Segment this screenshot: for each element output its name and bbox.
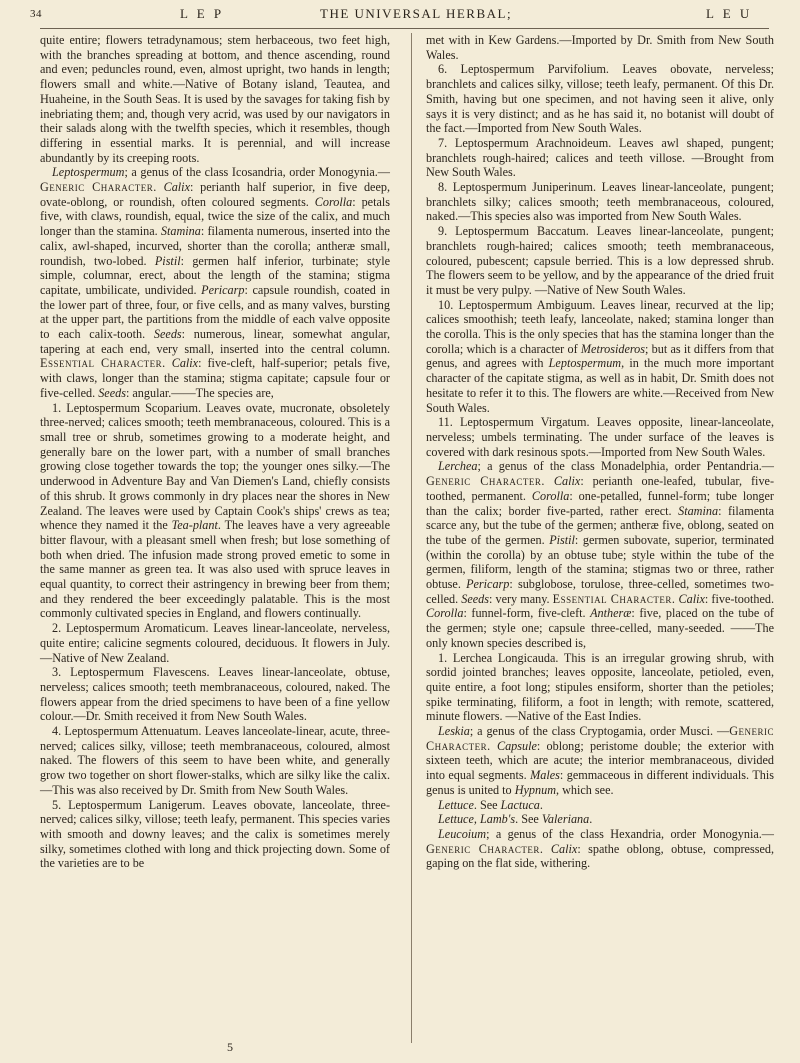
- italic-term: Seeds: [153, 327, 182, 342]
- paragraph: [40, 798, 390, 872]
- small-caps-heading: Generic Character.: [40, 180, 157, 195]
- italic-term: Tea-plant: [171, 518, 218, 533]
- text-run: 4. Leptospermum Attenuatum. Leaves lanceolate-linear, acute, three-nerved; calices silky, villose; teeth membranaceous, coloured, almost naked. The flowers of this seem to have been white, and generally grow two together on short flower-stalks, which are silky like the calix.—This was also received by Dr. Smith from New South Wales.: [40, 724, 390, 797]
- small-caps-heading: Essential Character.: [40, 356, 166, 371]
- paragraph: [426, 33, 774, 62]
- right-column: [426, 33, 774, 871]
- text-run: 6. Leptospermum Parvifolium. Leaves obovate, nerveless; branchlets and calices silky, villose; teeth leafy, permanent. Of this Dr. Smith, having but one specimen, and not having seen it alive, only says it is very distinct; and as he has said it, no botanist will doubt of the fact.—Imported from New South Wales.: [426, 62, 774, 136]
- italic-term: Antheræ: [590, 606, 632, 621]
- paragraph: [40, 401, 390, 622]
- text-run: .: [539, 797, 543, 812]
- italic-term: Leskia: [438, 724, 470, 739]
- italic-term: Corolla: [426, 606, 464, 621]
- italic-term: Seeds: [98, 385, 126, 400]
- text-run: , which see.: [556, 782, 614, 797]
- italic-term: Corolla: [531, 488, 570, 503]
- paragraph: [426, 827, 774, 871]
- text-run: : angular.——The species are,: [125, 385, 274, 400]
- paragraph: [426, 180, 774, 224]
- paragraph: [40, 621, 390, 665]
- right-running-head: L E U: [706, 6, 753, 21]
- paragraph: [426, 651, 774, 725]
- text-run: : five-toothed.: [704, 591, 775, 606]
- text-run: , in the much more important character of the capitate stigma, as well as in habit, Dr. Smith does not hesitate to refer it to this. The flowers are white.—Received from New South Wales.: [426, 356, 775, 415]
- italic-term: Leptospermum: [548, 356, 622, 371]
- paragraph: [426, 798, 774, 813]
- italic-term: Stamina: [678, 503, 719, 518]
- signature-mark: 5: [227, 1040, 233, 1054]
- text-run: : capsule roundish, coated in the lower part of three, four, or five cells, and as many valves, bursting at the upper part, the partitions from the middle of each valve opposite to each calix-tooth.: [40, 282, 390, 342]
- italic-term: Hypnum: [514, 782, 556, 797]
- italic-term: Calix: [163, 180, 190, 195]
- italic-term: Valeriana: [541, 812, 590, 827]
- text-run: ; but as it differs from that genus, and agrees with: [426, 341, 774, 371]
- text-run: [543, 842, 550, 856]
- italic-term: Leptospermum: [52, 165, 125, 180]
- text-run: ; a genus of the class Icosandria, order Monogynia.—: [124, 165, 390, 180]
- text-run: . See: [473, 797, 501, 812]
- left-running-head: L E P: [180, 6, 225, 21]
- paragraph: [426, 136, 774, 180]
- paragraph: [426, 298, 774, 416]
- italic-term: Lactuca: [500, 797, 540, 812]
- italic-term: Calix: [678, 591, 705, 606]
- paragraph: [40, 165, 390, 400]
- text-run: . See: [515, 812, 542, 827]
- text-run: : subglobose, torulose, three-celled, sometimes two-celled.: [426, 577, 774, 606]
- column-divider: [411, 33, 412, 1043]
- text-run: 10. Leptospermum Ambiguum. Leaves linear, recurved at the lip; calices smoothish; teeth leafy, lanceolate, naked; stamina longer than the corolla. This is the only species that has the stamina longer than the corolla; which is a character of: [426, 297, 774, 356]
- italic-term: Pericarp: [201, 282, 245, 297]
- text-run: [545, 474, 554, 488]
- italic-term: Calix: [550, 841, 578, 856]
- italic-term: Seeds: [461, 591, 489, 606]
- text-run: 9. Leptospermum Baccatum. Leaves linear-lanceolate, pungent; branchlets rough-haired; calices smooth; teeth membranaceous, coloured, pubescent; capsule berried. This is a low depressed shrub. The flowers seem to be yellow, and by the appearance of the dried fruit it must be very pulpy. —Native of New South Wales.: [426, 224, 774, 297]
- italic-term: Lettuce, Lamb's: [438, 812, 516, 827]
- italic-term: Pistil: [154, 253, 181, 268]
- text-run: 1. Leptospermum Scoparium. Leaves ovate, mucronate, obsoletely three-nerved; calices smooth; teeth membranaceous, coloured. This is a small tree or shrub, sometimes growing to a moderate height, and generally bare on the lower part, with a number of small branches growing close together towards the top; the younger ones silky.—The underwood in Adventure Bay and Van Diemen's Land, chiefly consists of this shrub. It grows commonly in dry places near the shores in New Zealand. The leaves were used by Captain Cook's ships' crews as tea; whence they named it the: [40, 400, 390, 533]
- header-rule: [40, 28, 769, 29]
- text-run: : germen half inferior, turbinate; style simple, columnar, erect, about the length of the stamina; stigma capitate, umbilicate, undivided.: [40, 253, 391, 297]
- text-run: 11. Leptospermum Virgatum. Leaves opposite, linear-lanceolate, nerveless; umbels terminating. The under surface of the leaves is covered with dark resinous spots.—Imported from New South Wales.: [426, 415, 774, 459]
- left-column: [40, 33, 390, 871]
- text-run: [157, 180, 164, 194]
- text-run: : five, placed on the tube of the germen; style one; capsule three-celled, many-seeded. ——The only known species described is,: [426, 606, 774, 650]
- paragraph: [40, 33, 390, 165]
- paragraph: [426, 459, 774, 650]
- italic-term: Pericarp: [466, 577, 510, 592]
- text-run: : one-petalled, funnel-form; tube longer than the calix; border five-parted, rather erect.: [426, 488, 774, 518]
- text-run: : five-cleft, half-superior; petals five, with claws, longer than the stamina; stigma capitate; capsule four or five-celled.: [40, 356, 391, 400]
- text-run: quite entire; flowers tetradynamous; stem herbaceous, two feet high, with the branches spreading at bottom, and thence ascending, round and even; peduncles round, even, almost upright, two hands in length; flowers small and white.—Native of Botany island, Teautea, and Huaheine, in the South Seas. It is used by the savages for taking fish by inebriating them; and, though very acrid, was used by our navigators in their salads along with the twelfth species, which it resembles, though differing in essential marks. It is perennial, and will increase abundantly by its creeping roots.: [40, 33, 390, 165]
- text-run: met with in Kew Gardens.—Imported by Dr. Smith from New South Wales.: [426, 33, 774, 62]
- text-run: : petals five, with claws, roundish, equal, twice the size of the calix, and much longer than the stamina.: [40, 194, 390, 239]
- italic-term: Calix: [171, 356, 199, 371]
- italic-term: Calix: [553, 474, 581, 489]
- italic-term: Capsule: [496, 738, 537, 753]
- italic-term: Lettuce: [438, 797, 474, 812]
- text-run: : perianth one-leafed, tubular, five-toothed, permanent.: [426, 474, 775, 503]
- text-run: 7. Leptospermum Arachnoideum. Leaves awl shaped, pungent; branchlets rough-haired; calices and teeth villose. —Brought from New South Wales.: [426, 135, 774, 180]
- italic-term: Lerchea: [438, 459, 478, 474]
- text-run: : germen subovate, superior, terminated (within the corolla) by an obtuse tube; style within the tube of the germen, filiform, length of the stamina; stigmas two or three, rather obtuse.: [426, 532, 774, 592]
- text-run: ; a genus of the class Hexandria, order Monogynia.—: [486, 826, 774, 841]
- italic-term: Leucoium: [438, 826, 487, 841]
- text-run: : funnel-form, five-cleft.: [463, 606, 591, 621]
- italic-term: Stamina: [160, 224, 201, 239]
- paragraph: [426, 415, 774, 459]
- small-caps-heading: Generic Character.: [426, 724, 774, 753]
- text-run: 1. Lerchea Longicauda. This is an irregular growing shrub, with sordid jointed branches; leaves opposite, lanceolate, petioled, even, quite entire, a foot long; stipules ensiform, shorter than the petioles; spike terminating, filiform, a foot in length; with remote, scattered, minute flowers. —Native of the East Indies.: [426, 650, 774, 724]
- text-run: : numerous, linear, somewhat angular, tapering at each end, very small, inserted into the central column.: [40, 327, 390, 356]
- small-caps-heading: Generic Character.: [426, 841, 544, 856]
- running-header: [30, 2, 768, 26]
- text-run: 3. Leptospermum Flavescens. Leaves linear-lanceolate, obtuse, nerveless; calices smooth; teeth membranaceous, coloured, naked. The flowers appear from the dried specimens to have been of a fine yellow colour.—Dr. Smith received it from New South Wales.: [40, 665, 390, 724]
- paragraph: [426, 224, 774, 298]
- paragraph: [426, 724, 774, 798]
- text-run: : perianth half superior, in five deep, ovate-oblong, or roundish, often coloured segments.: [40, 180, 390, 209]
- text-run: ; a genus of the class Cryptogamia, order Musci. —: [469, 724, 730, 739]
- italic-term: Metrosideros: [580, 341, 645, 356]
- text-run: . The leaves have a very agreeable bitter flavour, with a pleasant smell when fresh; but lose something of both when dried. The infusion made strong proved emetic to some in the same manner as green tea. It was also used with spruce leaves in equal quantity, to correct their astringency in brewing beer from them; and they rendered the beer exceedingly palatable. This is the most commonly cultivated species in England, and flowers continually.: [40, 518, 390, 621]
- text-run: 5. Leptospermum Lanigerum. Leaves obovate, lanceolate, three-nerved; calices silky, villose; teeth leafy, permanent. This species varies with smooth and downy leaves; and the calix is sometimes merely silky, sometimes clothed with long and thick projecting down. Some of the varieties are to be: [40, 797, 390, 871]
- paragraph: [426, 812, 774, 827]
- italic-term: Corolla: [314, 194, 353, 209]
- italic-term: Pistil: [549, 532, 575, 547]
- text-run: 2. Leptospermum Aromaticum. Leaves linear-lanceolate, nerveless, quite entire; calicine segments coloured, deciduous. It flowers in July.—Native of New Zealand.: [40, 621, 390, 665]
- text-run: : filamenta numerous, inserted into the calix, awl-shaped, incurved, shorter than the corolla; antheræ small, roundish, two-lobed.: [40, 224, 390, 268]
- small-caps-heading: Generic Character.: [426, 474, 545, 489]
- paragraph: [40, 665, 390, 724]
- text-run: ; a genus of the class Monadelphia, order Pentandria.—: [477, 459, 774, 474]
- paragraph: [40, 724, 390, 798]
- text-run: : spathe oblong, obtuse, compressed, gaping on the flat side, withering.: [426, 841, 775, 871]
- text-run: : very many.: [489, 591, 553, 606]
- italic-term: Males: [530, 768, 560, 783]
- page-number: 34: [30, 8, 42, 20]
- text-run: : gemmaceous in different individuals. This genus is united to: [426, 768, 774, 797]
- paragraph: [426, 62, 774, 136]
- text-run: : oblong; peristome double; the exterior with sixteen teeth, which are acute; the interior membranaceous, divided into equal segments.: [426, 738, 775, 783]
- text-run: : filamenta scarce any, but the tube of the germen; antheræ five, oblong, seated on the tube of the germen.: [426, 503, 774, 547]
- text-run: 8. Leptospermum Juniperinum. Leaves linear-lanceolate, pungent; branchlets silky; calices smooth; teeth membranaceous, coloured, naked.—This species also was imported from New South Wales.: [426, 180, 774, 224]
- small-caps-heading: Essential Character.: [552, 591, 676, 606]
- book-title: THE UNIVERSAL HERBAL;: [320, 6, 513, 21]
- text-run: .: [589, 812, 593, 827]
